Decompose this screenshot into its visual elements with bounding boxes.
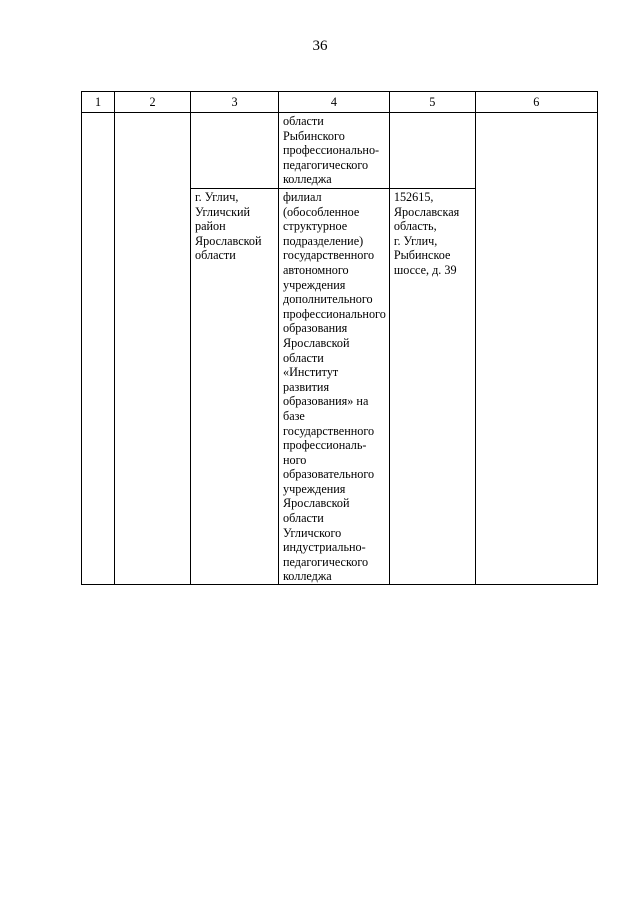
text-line: колледжа (283, 569, 332, 584)
text-line: педагогического (283, 157, 369, 172)
text-line: г. Углич, (393, 233, 438, 248)
cell-col4-row1 (279, 113, 390, 189)
text-line: базе (283, 408, 305, 423)
text-line: «Институт (283, 365, 339, 380)
column-header-5: 5 (389, 92, 475, 113)
text-line: развития (283, 379, 330, 394)
text-line: индустриально- (283, 540, 366, 555)
text-line: образования (283, 321, 348, 336)
text-line: профессионального (283, 306, 386, 321)
text-line: педагогического (283, 554, 369, 569)
page-number: 36 (312, 38, 328, 54)
column-header-6: 6 (475, 92, 597, 113)
cell-col2 (115, 113, 191, 585)
text-line: профессионально- (283, 143, 380, 158)
text-line: образовательного (283, 467, 375, 482)
text-line: Рыбинского (283, 128, 345, 143)
text-line: подразделение) (283, 233, 364, 248)
text-line: область, (393, 219, 437, 234)
text-line: (обособленное (283, 204, 360, 219)
text-line: государственного (283, 423, 375, 438)
cell-col3-row2 (191, 189, 279, 585)
text-line: ного (283, 452, 307, 467)
text-line: области (283, 350, 324, 365)
text-line: профессиональ- (283, 438, 367, 453)
text-line: области (283, 511, 324, 526)
text-line: филиал (283, 190, 322, 204)
text-line: колледжа (283, 172, 332, 187)
text-line: автономного (283, 262, 349, 277)
text-line: структурное (283, 219, 348, 234)
text-line: Ярославской (283, 335, 350, 350)
text-line: 152615, (393, 190, 434, 204)
text-line: Угличского (283, 525, 342, 540)
text-line: Угличский (195, 204, 251, 219)
text-line: Ярославской (195, 233, 262, 248)
column-header-3: 3 (191, 92, 279, 113)
column-header-4: 4 (279, 92, 390, 113)
text-line: государственного (283, 248, 375, 263)
cell-col1 (82, 113, 115, 585)
text-line: Рыбинское (393, 248, 451, 263)
text-line: области (195, 248, 236, 263)
text-line: учреждения (283, 481, 346, 496)
text-line: дополнительного (283, 292, 373, 307)
text-line: шоссе, д. 39 (393, 262, 457, 277)
text-line: г. Углич, (195, 190, 239, 204)
text-line: области (283, 114, 324, 128)
cell-col4-row2 (279, 189, 390, 585)
column-header-1: 1 (82, 92, 115, 113)
text-line: Ярославской (283, 496, 350, 511)
cell-col5-row2 (389, 189, 475, 585)
document-table (81, 91, 598, 585)
text-line: учреждения (283, 277, 346, 292)
text-line: образования» на (283, 394, 369, 409)
cell-col6 (475, 113, 597, 585)
cell-col5-row1 (389, 113, 475, 189)
table-row (82, 113, 598, 189)
table-header-row (82, 92, 598, 113)
text-line: район (195, 219, 226, 234)
text-line: Ярославская (393, 204, 460, 219)
column-header-2: 2 (115, 92, 191, 113)
cell-col3-row1 (191, 113, 279, 189)
